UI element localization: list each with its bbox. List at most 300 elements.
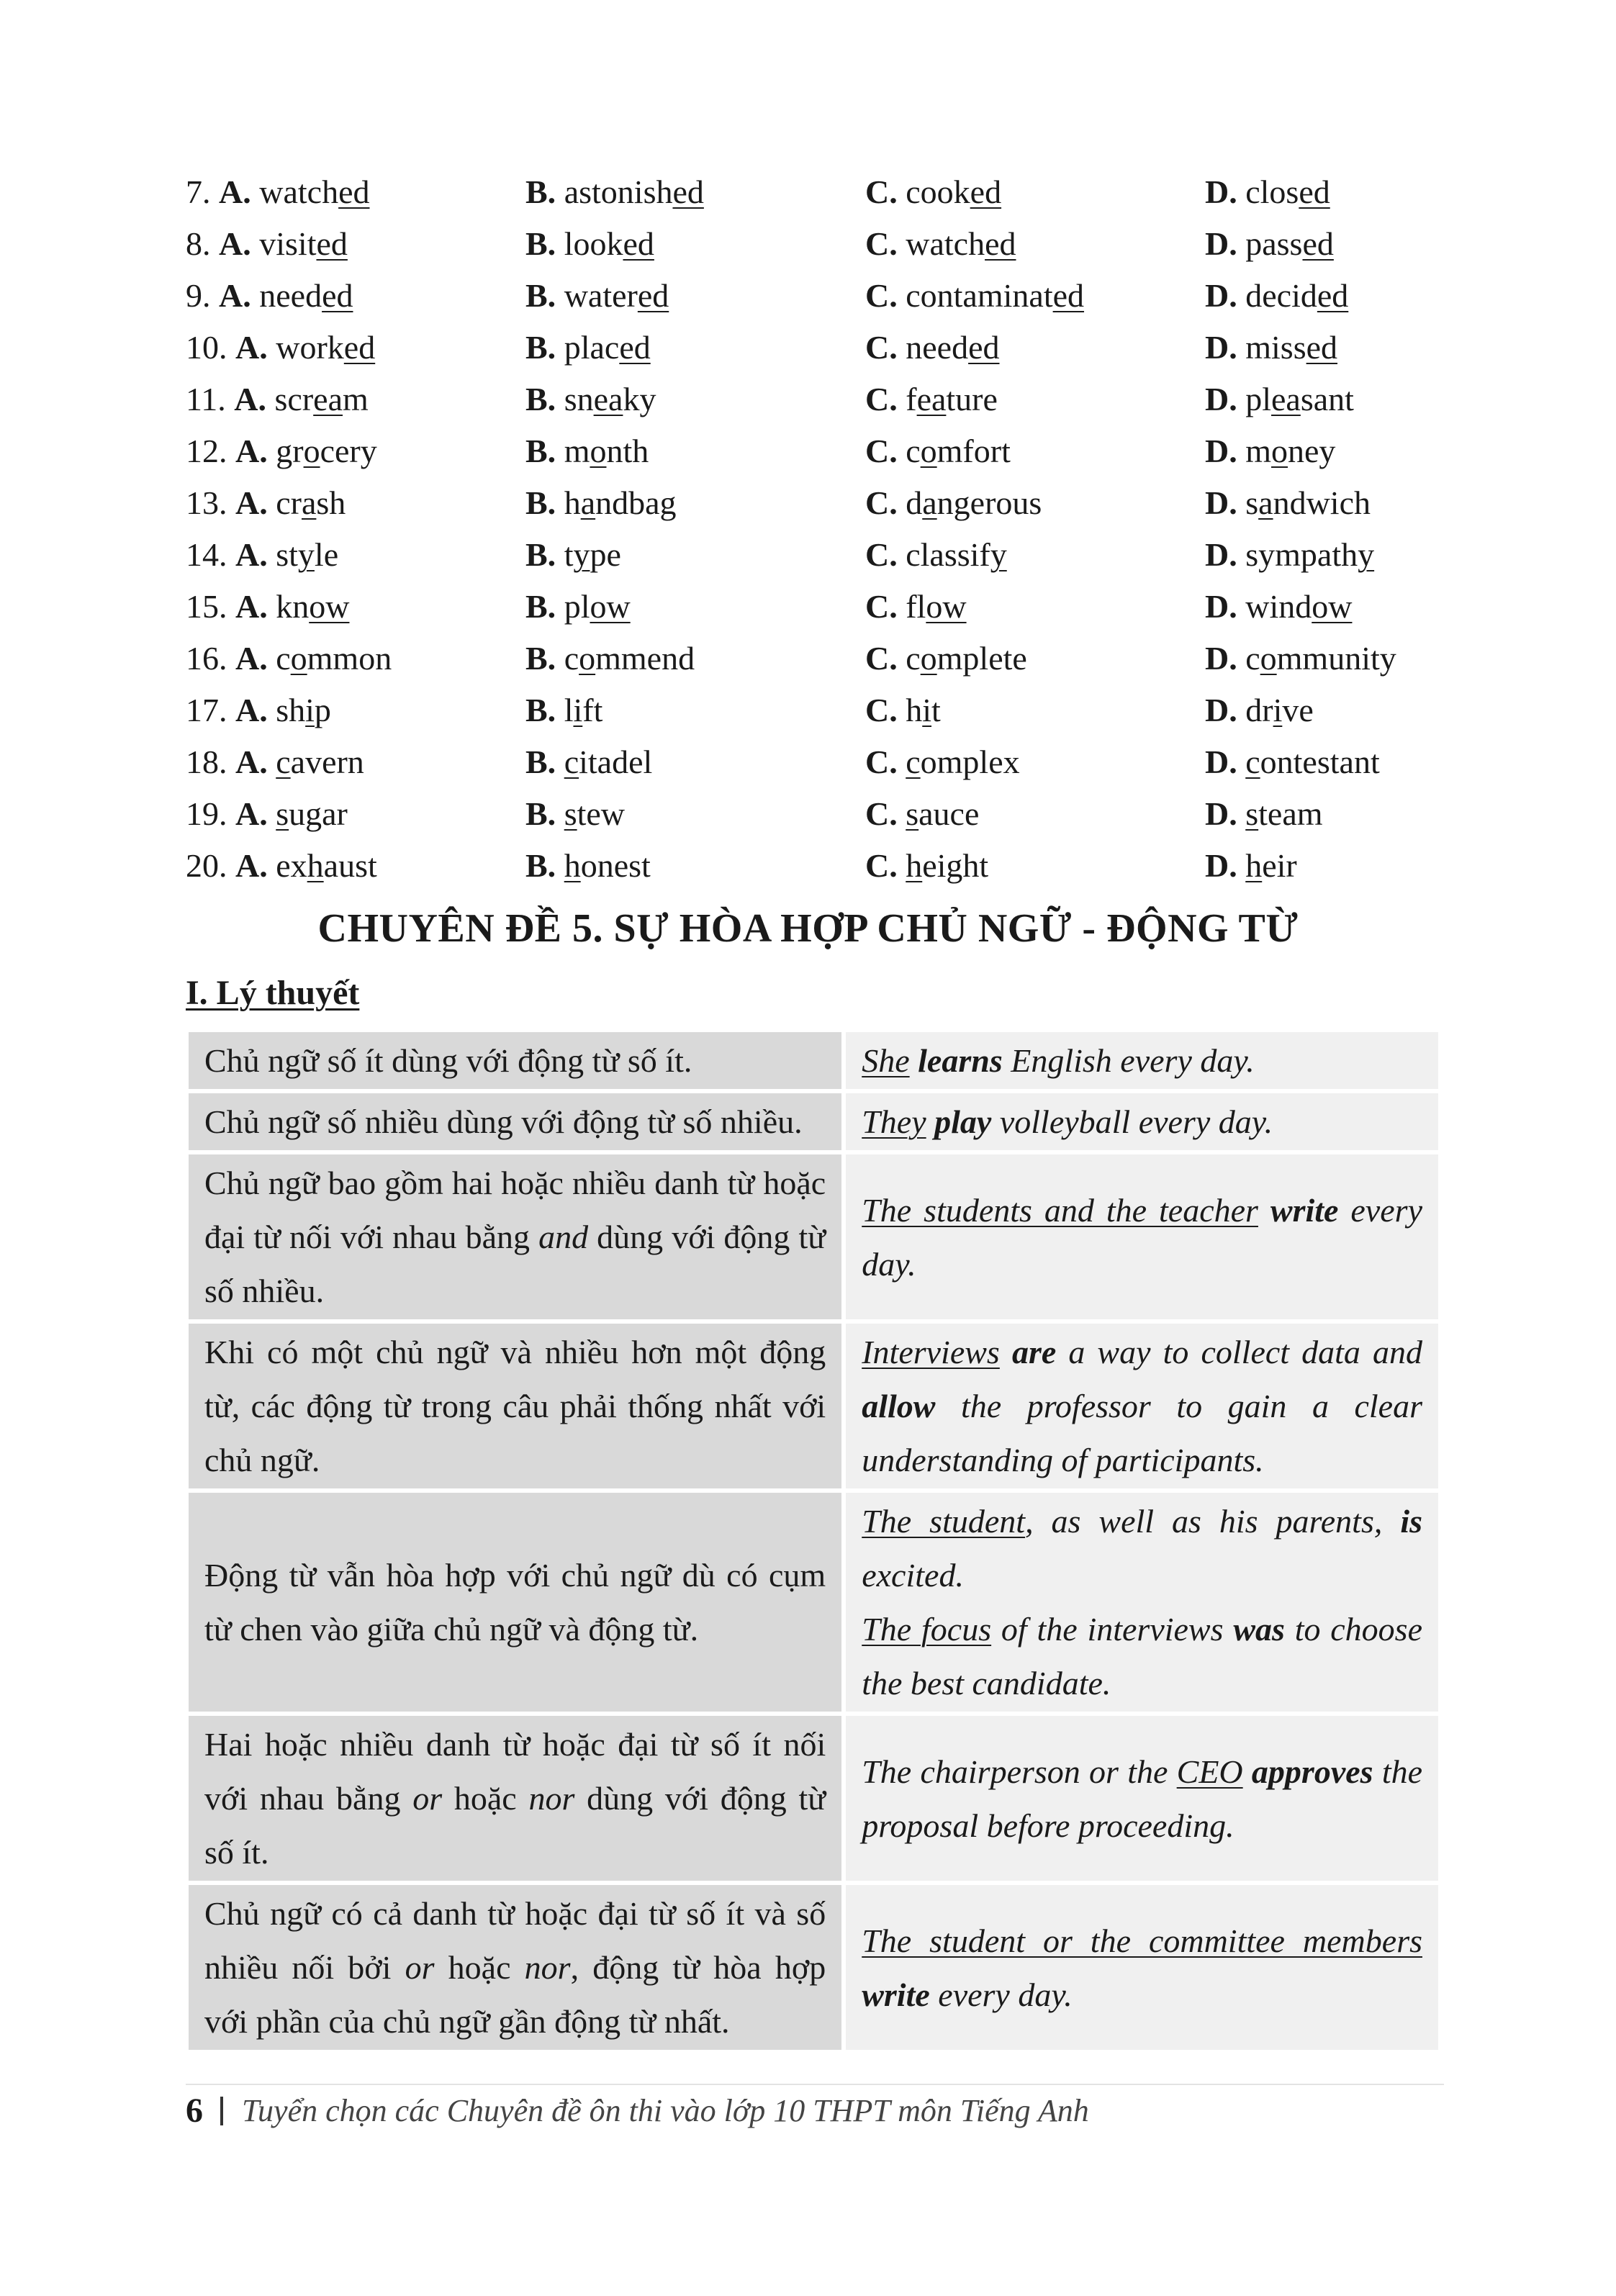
- text-segment: dùng với động từ số ít.: [204, 1780, 826, 1871]
- page-number: 6: [186, 2092, 203, 2130]
- option-letter: B.: [525, 535, 556, 573]
- underlined-part: c: [276, 743, 291, 780]
- rule-cell: [189, 1885, 841, 2050]
- option-word: [1245, 588, 1352, 625]
- answer-option: [1205, 795, 1435, 833]
- word-part: ky: [623, 380, 656, 417]
- option-letter: A.: [235, 328, 268, 366]
- option-word: [564, 381, 656, 417]
- question-number: 18.: [186, 743, 227, 780]
- subject-underline: They: [862, 1103, 926, 1140]
- option-letter: A.: [235, 484, 268, 521]
- answer-option: [1205, 639, 1435, 677]
- option-word: [1245, 225, 1334, 262]
- text-segment: English every day.: [1002, 1042, 1255, 1079]
- underlined-part: ed: [1302, 225, 1334, 262]
- word-part: avern: [290, 743, 364, 780]
- underlined-part: o: [303, 432, 320, 469]
- text-segment: excited.: [862, 1557, 964, 1594]
- option-word: [1245, 173, 1330, 210]
- option-word: [1245, 433, 1335, 469]
- underlined-part: ed: [1306, 328, 1338, 366]
- answer-option: [1205, 535, 1435, 574]
- answer-option: [1205, 276, 1435, 315]
- example-cell: [846, 1885, 1438, 2050]
- rule-cell: [189, 1493, 841, 1712]
- underlined-part: ed: [672, 173, 704, 210]
- verb-highlight: approves: [1251, 1753, 1373, 1790]
- word-part: itadel: [579, 743, 653, 780]
- word-part: mplete: [936, 639, 1027, 677]
- rule-cell: [189, 1324, 841, 1488]
- answer-option: [186, 328, 525, 366]
- answer-option: [525, 691, 865, 729]
- text-segment: nor: [528, 1780, 575, 1817]
- subject-underline: CEO: [1176, 1753, 1243, 1790]
- underlined-part: h: [307, 846, 324, 884]
- underlined-part: h: [564, 846, 581, 884]
- option-word: [906, 433, 1011, 469]
- option-letter: B.: [525, 432, 556, 469]
- question-row: [186, 269, 1438, 321]
- word-part: fl: [906, 587, 926, 625]
- question-number: 7.: [186, 173, 211, 210]
- text-segment: volleyball every day.: [991, 1103, 1273, 1140]
- question-row: [186, 528, 1438, 580]
- answer-option: [186, 639, 525, 677]
- underlined-part: o: [579, 639, 596, 677]
- option-letter: C.: [865, 639, 898, 677]
- underlined-part: ow: [309, 587, 350, 625]
- question-number: 11.: [186, 380, 226, 417]
- underlined-part: h: [1245, 846, 1263, 884]
- option-letter: C.: [865, 691, 898, 728]
- underlined-part: o: [920, 639, 937, 677]
- word-part: c: [906, 639, 921, 677]
- underlined-part: ed: [970, 173, 1002, 210]
- answer-option: [865, 225, 1205, 263]
- option-word: [276, 795, 348, 832]
- underlined-part: o: [1260, 639, 1277, 677]
- option-word: [906, 329, 999, 366]
- underlined-part: ed: [322, 276, 353, 314]
- option-word: [276, 640, 392, 677]
- example-cell: [846, 1716, 1438, 1881]
- answer-option: [865, 276, 1205, 315]
- word-part: nth: [606, 432, 649, 469]
- text-segment: [1000, 1334, 1012, 1370]
- text-segment: hoặc: [434, 1949, 525, 1986]
- word-part: clos: [1245, 173, 1299, 210]
- word-part: sn: [564, 380, 594, 417]
- word-part: ney: [1288, 432, 1336, 469]
- answer-option: [865, 639, 1205, 677]
- text-segment: of the interviews: [991, 1611, 1234, 1648]
- option-letter: C.: [865, 743, 898, 780]
- option-word: [275, 381, 369, 417]
- answer-option: [525, 535, 865, 574]
- question-number: 20.: [186, 846, 227, 884]
- text-segment: [1243, 1753, 1252, 1790]
- option-letter: D.: [1205, 173, 1237, 210]
- subject-underline: The student or the committee members: [862, 1922, 1422, 1959]
- option-word: [564, 536, 621, 573]
- verb-highlight: allow: [862, 1388, 936, 1424]
- underlined-part: ed: [343, 328, 376, 366]
- chapter-title: CHUYÊN ĐỀ 5. SỰ HÒA HỢP CHỦ NGỮ - ĐỘNG TỪ: [317, 906, 1299, 951]
- question-row: [186, 166, 1438, 217]
- answer-option: [186, 743, 525, 781]
- word-part: ture: [946, 380, 998, 417]
- verb-highlight: write: [862, 1976, 930, 2013]
- answer-option: [186, 587, 525, 625]
- rule-cell: [189, 1154, 841, 1319]
- rule-cell: [189, 1032, 841, 1089]
- underlined-part: y: [1358, 535, 1375, 573]
- word-part: c: [1245, 639, 1260, 677]
- subject-underline: The focus: [862, 1611, 992, 1648]
- answer-option: [1205, 846, 1435, 885]
- option-letter: B.: [525, 846, 556, 884]
- verb-highlight: was: [1233, 1611, 1285, 1648]
- option-word: [1245, 536, 1374, 573]
- option-letter: D.: [1205, 225, 1237, 262]
- answer-option: [525, 846, 865, 885]
- option-letter: A.: [235, 795, 268, 832]
- text-segment: , động từ hòa hợp với phần của chủ ngữ gần động từ nhất.: [204, 1949, 826, 2040]
- answer-option: [865, 484, 1205, 522]
- word-part: water: [564, 276, 638, 314]
- text-segment: every day.: [862, 1191, 1422, 1283]
- question-number: 9.: [186, 276, 211, 314]
- answer-option: [865, 173, 1205, 211]
- text-segment: the professor to gain a clear understanding of participants.: [862, 1388, 1422, 1478]
- word-part: need: [259, 276, 322, 314]
- word-part: t: [931, 691, 941, 728]
- option-letter: A.: [219, 276, 251, 314]
- option-letter: D.: [1205, 276, 1237, 314]
- option-word: [906, 277, 1084, 314]
- underlined-part: c: [1245, 743, 1260, 780]
- word-part: t: [564, 535, 574, 573]
- question-row: [186, 580, 1438, 632]
- option-letter: C.: [865, 328, 898, 366]
- option-letter: A.: [235, 432, 268, 469]
- option-letter: B.: [525, 328, 556, 366]
- word-part: kn: [276, 587, 310, 625]
- question-number: 19.: [186, 795, 227, 832]
- text-segment: The chairperson or the: [862, 1753, 1177, 1790]
- answer-option: [1205, 173, 1435, 211]
- underlined-part: ed: [619, 328, 651, 366]
- word-part: pe: [590, 535, 621, 573]
- answer-option: [186, 484, 525, 522]
- answer-option: [186, 691, 525, 729]
- text-segment: or: [412, 1780, 443, 1817]
- option-letter: D.: [1205, 795, 1237, 832]
- option-letter: C.: [865, 173, 898, 210]
- option-word: [564, 692, 603, 728]
- word-part: contaminat: [906, 276, 1053, 314]
- word-part: p: [314, 691, 331, 728]
- option-letter: A.: [235, 535, 268, 573]
- word-part: pl: [564, 587, 590, 625]
- underlined-part: ed: [985, 225, 1016, 262]
- text-segment: and: [538, 1219, 589, 1255]
- option-word: [906, 536, 1007, 573]
- underlined-part: ea: [313, 380, 343, 417]
- text-segment: [910, 1042, 918, 1079]
- word-part: h: [564, 484, 581, 521]
- option-word: [564, 225, 654, 262]
- word-part: d: [906, 484, 923, 521]
- option-letter: A.: [235, 587, 268, 625]
- word-part: ft: [582, 691, 603, 728]
- option-word: [1245, 692, 1314, 728]
- text-segment: to choose the best candidate.: [862, 1611, 1422, 1701]
- word-part: cook: [906, 173, 970, 210]
- word-part: cery: [320, 432, 377, 469]
- answer-option: [186, 225, 525, 263]
- answer-option: [525, 380, 865, 418]
- option-letter: B.: [525, 173, 556, 210]
- underlined-part: c: [564, 743, 579, 780]
- word-part: look: [564, 225, 623, 262]
- answer-option: [1205, 587, 1435, 625]
- word-part: mmend: [595, 639, 695, 677]
- word-part: ontestant: [1260, 743, 1380, 780]
- verb-highlight: learns: [918, 1042, 1003, 1079]
- text-segment: dùng với động từ số nhiều.: [204, 1219, 826, 1309]
- underlined-part: y: [297, 535, 315, 573]
- option-word: [906, 173, 1001, 210]
- word-part: ugar: [289, 795, 348, 832]
- underlined-part: s: [906, 795, 919, 832]
- answer-option: [865, 691, 1205, 729]
- word-part: mmunity: [1276, 639, 1396, 677]
- text-segment: [926, 1103, 935, 1140]
- word-part: visit: [259, 225, 317, 262]
- underlined-part: i: [573, 691, 583, 728]
- option-word: [276, 744, 364, 780]
- answer-option: [865, 380, 1205, 418]
- option-word: [564, 277, 669, 314]
- word-part: pass: [1245, 225, 1303, 262]
- underlined-part: i: [305, 691, 315, 728]
- word-part: l: [564, 691, 574, 728]
- question-number: 12.: [186, 432, 227, 469]
- option-word: [564, 588, 631, 625]
- answer-option: [1205, 691, 1435, 729]
- underlined-part: s: [1245, 795, 1259, 832]
- underlined-part: ow: [926, 587, 967, 625]
- option-letter: A.: [235, 846, 268, 884]
- word-part: m: [343, 380, 369, 417]
- answer-option: [525, 795, 865, 833]
- underlined-part: i: [1273, 691, 1283, 728]
- option-letter: D.: [1205, 432, 1237, 469]
- option-word: [564, 847, 651, 884]
- option-word: [1245, 640, 1396, 677]
- answer-option: [865, 795, 1205, 833]
- option-letter: D.: [1205, 639, 1237, 677]
- underlined-part: ed: [968, 328, 1000, 366]
- question-row: [186, 632, 1438, 684]
- option-letter: A.: [235, 691, 268, 728]
- text-segment: [1258, 1192, 1270, 1229]
- underlined-part: a: [580, 484, 596, 521]
- word-part: sh: [316, 484, 346, 521]
- underlined-part: o: [920, 432, 937, 469]
- option-letter: A.: [219, 225, 251, 262]
- answer-option: [1205, 432, 1435, 470]
- word-part: st: [276, 535, 298, 573]
- text-segment: Chủ ngữ có cả danh từ hoặc đại từ số ít và số nhiều nối bởi: [204, 1895, 826, 1986]
- answer-option: [865, 846, 1205, 885]
- verb-highlight: write: [1270, 1191, 1339, 1229]
- word-part: gr: [276, 432, 304, 469]
- answer-option: [186, 535, 525, 574]
- word-part: watch: [906, 225, 985, 262]
- answer-option: [186, 795, 525, 833]
- option-letter: B.: [525, 743, 556, 780]
- question-row: [186, 684, 1438, 736]
- text-segment: or: [405, 1949, 435, 1986]
- subject-underline: The student: [862, 1503, 1026, 1540]
- word-part: ngerous: [936, 484, 1042, 521]
- word-part: ve: [1282, 691, 1314, 728]
- option-word: [564, 433, 649, 469]
- word-part: work: [276, 328, 344, 366]
- theory-row: [189, 1885, 1438, 2050]
- answer-option: [1205, 225, 1435, 263]
- question-number: 17.: [186, 691, 227, 728]
- option-word: [906, 225, 1016, 262]
- option-word: [1245, 795, 1322, 832]
- example-cell: [846, 1324, 1438, 1488]
- text-segment: Chủ ngữ số ít dùng với động từ số ít.: [204, 1042, 692, 1079]
- option-letter: C.: [865, 846, 898, 884]
- option-word: [906, 692, 941, 728]
- word-part: eir: [1262, 846, 1297, 884]
- option-letter: C.: [865, 587, 898, 625]
- answer-option: [1205, 743, 1435, 781]
- question-row: [186, 736, 1438, 787]
- answer-option: [525, 743, 865, 781]
- text-segment: the proposal before proceeding.: [862, 1753, 1423, 1844]
- word-part: mfort: [936, 432, 1011, 469]
- word-part: f: [906, 380, 917, 417]
- theory-table: [184, 1028, 1443, 2054]
- word-part: s: [1245, 484, 1259, 521]
- answer-option: [525, 484, 865, 522]
- text-segment: , as well as his parents,: [1025, 1503, 1401, 1540]
- option-letter: A.: [235, 639, 268, 677]
- footer-divider: [186, 2084, 1444, 2085]
- option-letter: B.: [525, 225, 556, 262]
- word-part: mmon: [307, 639, 392, 677]
- word-part: auce: [918, 795, 980, 832]
- underlined-part: o: [290, 639, 307, 677]
- answer-option: [865, 587, 1205, 625]
- answer-option: [1205, 328, 1435, 366]
- option-word: [276, 536, 338, 573]
- underlined-part: ed: [1052, 276, 1085, 314]
- option-letter: B.: [525, 639, 556, 677]
- word-part: h: [906, 691, 923, 728]
- underlined-part: ea: [1271, 380, 1301, 417]
- question-number: 15.: [186, 587, 227, 625]
- example-cell: [846, 1493, 1438, 1712]
- option-word: [564, 640, 695, 677]
- underlined-part: y: [573, 535, 590, 573]
- answer-option: [865, 328, 1205, 366]
- option-word: [1245, 381, 1354, 417]
- word-part: omplex: [920, 743, 1020, 780]
- word-part: m: [564, 432, 590, 469]
- word-part: m: [1245, 432, 1272, 469]
- answer-option: [186, 846, 525, 885]
- underlined-part: s: [276, 795, 289, 832]
- word-part: sant: [1300, 380, 1354, 417]
- answer-option: [186, 173, 525, 211]
- word-part: c: [276, 639, 291, 677]
- underlined-part: ea: [593, 380, 623, 417]
- option-letter: A.: [235, 743, 268, 780]
- option-letter: B.: [525, 795, 556, 832]
- option-letter: D.: [1205, 846, 1237, 884]
- word-part: ndbag: [595, 484, 677, 521]
- text-segment: Chủ ngữ số nhiều dùng với động từ số nhiều.: [204, 1103, 803, 1140]
- question-row: [186, 787, 1438, 839]
- underlined-part: ow: [1312, 587, 1353, 625]
- option-letter: B.: [525, 380, 556, 417]
- question-number: 14.: [186, 535, 227, 573]
- word-part: plac: [564, 328, 620, 366]
- word-part: eight: [922, 846, 989, 884]
- word-part: sympath: [1245, 535, 1358, 573]
- question-number: 10.: [186, 328, 227, 366]
- option-word: [276, 692, 331, 728]
- word-part: miss: [1245, 328, 1306, 366]
- option-letter: D.: [1205, 535, 1237, 573]
- underlined-part: ed: [637, 276, 669, 314]
- option-letter: A.: [234, 380, 267, 417]
- option-letter: D.: [1205, 743, 1237, 780]
- word-part: cr: [276, 484, 302, 521]
- answer-option: [525, 587, 865, 625]
- option-word: [276, 329, 375, 366]
- option-word: [259, 173, 369, 210]
- text-segment: nor: [524, 1949, 571, 1986]
- word-part: sh: [276, 691, 306, 728]
- question-number: 16.: [186, 639, 227, 677]
- word-part: tew: [577, 795, 626, 832]
- question-row: [186, 839, 1438, 891]
- option-letter: C.: [865, 225, 898, 262]
- text-segment: Chủ ngữ bao gồm hai hoặc nhiều danh từ hoặc đại từ nối với nhau bằng: [204, 1165, 826, 1255]
- word-part: decid: [1245, 276, 1317, 314]
- underlined-part: ea: [916, 380, 947, 417]
- answer-option: [525, 328, 865, 366]
- option-letter: C.: [865, 795, 898, 832]
- rule-cell: [189, 1093, 841, 1150]
- option-word: [1245, 847, 1297, 884]
- answer-option: [525, 639, 865, 677]
- option-letter: D.: [1205, 328, 1237, 366]
- verb-highlight: is: [1400, 1503, 1423, 1540]
- subject-underline: She: [862, 1042, 910, 1079]
